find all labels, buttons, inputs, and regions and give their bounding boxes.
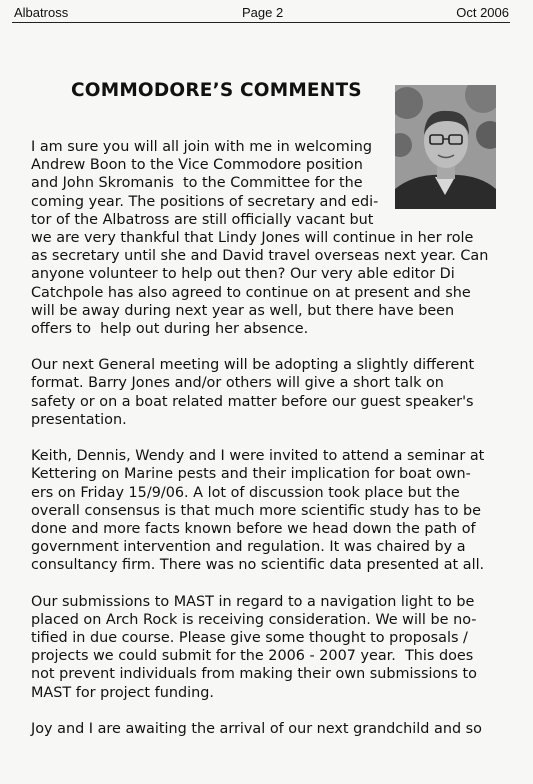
issue-date: Oct 2006 <box>456 5 509 20</box>
article-title: COMMODORE’S COMMENTS <box>71 80 362 101</box>
paragraph-4 <box>31 593 501 702</box>
text-line: presentation. <box>31 411 127 428</box>
text-line: tor of the Albatross are still officially vacant but <box>31 211 374 228</box>
page-header <box>0 0 533 22</box>
text-line: Our next General meeting will be adopting a slightly different <box>31 357 475 374</box>
paragraph-gap <box>31 429 501 447</box>
paragraph-3 <box>31 447 501 574</box>
text-line: Joy and I are awaiting the arrival of our next grandchild and so <box>31 721 482 737</box>
text-line: anyone volunteer to help out then? Our very able editor Di <box>31 266 455 283</box>
header-rule <box>12 22 510 23</box>
text-line: I am sure you will all join with me in welcoming <box>31 139 372 155</box>
text-line: will be away during next year as well, but there have been <box>31 302 455 319</box>
text-line: MAST for project funding. <box>31 684 214 701</box>
text-line: format. Barry Jones and/or others will give a short talk on <box>31 375 444 392</box>
paragraph-5 <box>31 720 501 738</box>
text-line: Andrew Boon to the Vice Commodore position <box>31 157 363 174</box>
paragraph-gap <box>31 702 501 720</box>
text-line: Our submissions to MAST in regard to a navigation light to be <box>31 593 475 610</box>
paragraph-gap <box>31 338 501 356</box>
text-line: offers to help out during her absence. <box>31 320 309 337</box>
article-body <box>31 138 501 738</box>
page-number: Page 2 <box>242 5 284 20</box>
text-line: and John Skromanis to the Committee for the <box>31 175 363 192</box>
text-line: not prevent individuals from making their own submissions to <box>31 666 477 683</box>
paragraph-1 <box>31 138 501 338</box>
text-line: consultancy firm. There was no scientific data presented at all. <box>31 557 485 574</box>
text-line: Keith, Dennis, Wendy and I were invited to attend a seminar at <box>31 448 485 465</box>
text-line: Catchpole has also agreed to continue on at present and she <box>31 284 471 301</box>
text-line: tified in due course. Please give some thought to proposals / <box>31 630 468 647</box>
paragraph-gap <box>31 575 501 593</box>
text-line: government intervention and regulation. It was chaired by a <box>31 539 466 556</box>
text-line: overall consensus is that much more scientific study has to be <box>31 502 482 519</box>
text-line: Kettering on Marine pests and their implication for boat own- <box>31 466 471 483</box>
text-line: projects we could submit for the 2006 - 2007 year. This does <box>31 648 474 665</box>
text-line: as secretary until she and David travel overseas next year. Can <box>31 248 489 265</box>
text-line: placed on Arch Rock is receiving consideration. We will be no- <box>31 611 477 628</box>
publication-name: Albatross <box>14 5 69 20</box>
paragraph-2 <box>31 356 501 429</box>
text-line: coming year. The positions of secretary and edi- <box>31 193 379 210</box>
text-line: done and more facts known before we head down the path of <box>31 520 476 537</box>
text-line: ers on Friday 15/9/06. A lot of discussion took place but the <box>31 484 460 501</box>
text-line: safety or on a boat related matter before our guest speaker's <box>31 393 474 410</box>
text-line: we are very thankful that Lindy Jones will continue in her role <box>31 229 474 246</box>
